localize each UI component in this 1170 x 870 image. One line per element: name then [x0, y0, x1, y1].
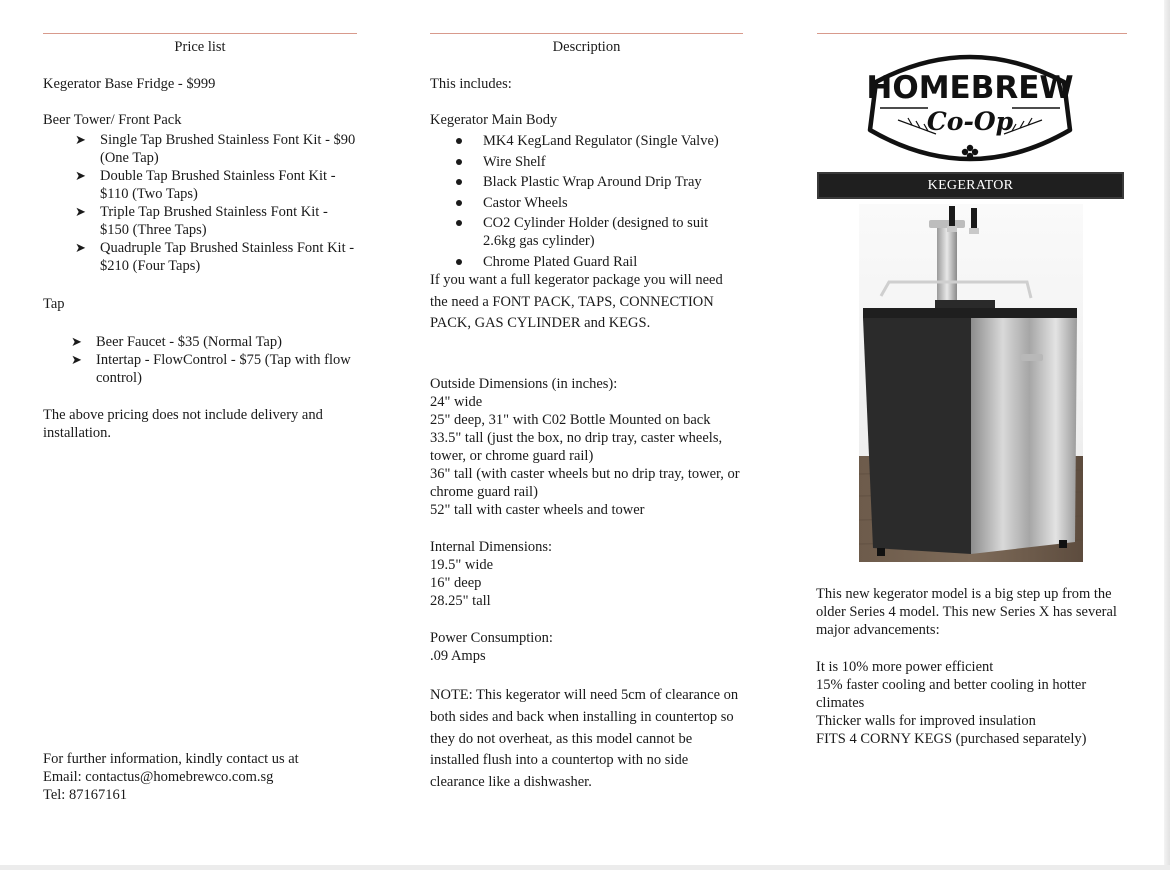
list-item: Castor Wheels [430, 194, 743, 212]
list-item: ➤ Triple Tap Brushed Stainless Font Kit - $150 (Three Taps) [75, 204, 328, 238]
includes-label: This includes: [430, 76, 512, 92]
bullet-icon [456, 259, 462, 265]
internal-dimensions-heading: Internal Dimensions: [430, 539, 553, 555]
price-list-rule [43, 33, 357, 34]
arrow-bullet-icon: ➤ [75, 168, 86, 183]
kegerator-photo [859, 204, 1083, 562]
bullet-icon [456, 200, 462, 206]
internal-dimensions [430, 538, 743, 610]
bullet-icon [456, 159, 462, 165]
list-item: 24" wide [430, 394, 483, 410]
tap-heading: Tap [43, 296, 65, 312]
price-list-heading: Price list [174, 39, 226, 55]
main-body-heading: Kegerator Main Body [430, 112, 558, 128]
kegerator-banner: KEGERATOR [817, 172, 1124, 199]
page-edge-shadow [1164, 0, 1170, 870]
logo-wordmark: HOMEBREW [866, 70, 1074, 106]
outside-dimensions [430, 375, 743, 519]
list-item: 52" tall with caster wheels and tower [430, 502, 645, 518]
bullet-icon [456, 220, 462, 226]
arrow-bullet-icon: ➤ [71, 352, 82, 367]
arrow-bullet-icon: ➤ [75, 204, 86, 219]
pricing-note: The above pricing does not include delivery and installation. [43, 407, 323, 441]
homebrew-coop-logo [858, 38, 1082, 170]
list-item: 15% faster cooling and better cooling in hotter climates [816, 677, 1087, 711]
description-heading: Description [552, 39, 621, 55]
bullet-icon [456, 138, 462, 144]
list-item: CO2 Cylinder Holder (designed to suit 2.6kg gas cylinder) [430, 214, 743, 250]
contact-block [43, 750, 357, 804]
list-item: ➤ Quadruple Tap Brushed Stainless Font Kit - $210 (Four Taps) [75, 240, 355, 274]
page-bottom-edge [0, 865, 1170, 870]
list-item: MK4 KegLand Regulator (Single Valve) [430, 132, 743, 150]
list-item: Thicker walls for improved insulation [816, 713, 1036, 729]
advancements-list [816, 658, 1128, 748]
power-consumption [430, 629, 743, 665]
base-fridge-price: Kegerator Base Fridge - $999 [43, 76, 216, 92]
contact-line: For further information, kindly contact us at [43, 751, 299, 767]
list-item: It is 10% more power efficient [816, 659, 994, 675]
list-item: 19.5" wide [430, 557, 494, 573]
logo-subtitle: Co-Op [926, 107, 1014, 136]
description-rule [430, 33, 743, 34]
list-item: 16" deep [430, 575, 482, 591]
list-item: Chrome Plated Guard Rail [430, 253, 743, 271]
power-value: .09 Amps [430, 648, 486, 664]
list-item: ➤ Single Tap Brushed Stainless Font Kit - $90 (One Tap) [75, 132, 356, 166]
arrow-bullet-icon: ➤ [75, 240, 86, 255]
clearance-note: NOTE: This kegerator will need 5cm of clearance on both sides and back when installing in countertop so they do not overheat, as this model cannot be installed flush into a countertop with no side clearance like a dishwasher. [430, 687, 739, 791]
product-intro: This new kegerator model is a big step up from the older Series 4 model. This new Series X has several major advancements: [816, 586, 1117, 638]
beer-tower-list [43, 131, 357, 275]
list-item: 36" tall (with caster wheels but no drip tray, tower, or chrome guard rail) [430, 466, 740, 500]
list-item: Wire Shelf [430, 153, 743, 171]
contact-email[interactable]: Email: contactus@homebrewco.com.sg [43, 769, 274, 785]
beer-tower-heading: Beer Tower/ Front Pack [43, 112, 182, 128]
outside-dimensions-heading: Outside Dimensions (in inches): [430, 376, 618, 392]
power-heading: Power Consumption: [430, 630, 553, 646]
tap-list [43, 333, 357, 387]
list-item: 28.25" tall [430, 593, 491, 609]
list-item: ➤ Double Tap Brushed Stainless Font Kit - $110 (Two Taps) [75, 168, 336, 202]
product-rule [817, 33, 1127, 34]
arrow-bullet-icon: ➤ [75, 132, 86, 147]
list-item: 25" deep, 31" with C02 Bottle Mounted on back [430, 412, 711, 428]
contact-tel[interactable]: Tel: 87167161 [43, 787, 127, 803]
arrow-bullet-icon: ➤ [71, 334, 82, 349]
list-item: 33.5" tall (just the box, no drip tray, caster wheels, tower, or chrome guard rail) [430, 430, 723, 464]
package-note: If you want a full kegerator package you will need the need a FONT PACK, TAPS, CONNECTION PACK, GAS CYLINDER and KEGS. [430, 272, 723, 331]
bullet-icon [456, 179, 462, 185]
list-item: FITS 4 CORNY KEGS (purchased separately) [816, 731, 1087, 747]
list-item: ➤ Beer Faucet - $35 (Normal Tap) [71, 334, 282, 350]
main-body-list [430, 132, 743, 273]
list-item: Black Plastic Wrap Around Drip Tray [430, 173, 743, 191]
list-item: ➤ Intertap - FlowControl - $75 (Tap with flow control) [71, 352, 351, 386]
